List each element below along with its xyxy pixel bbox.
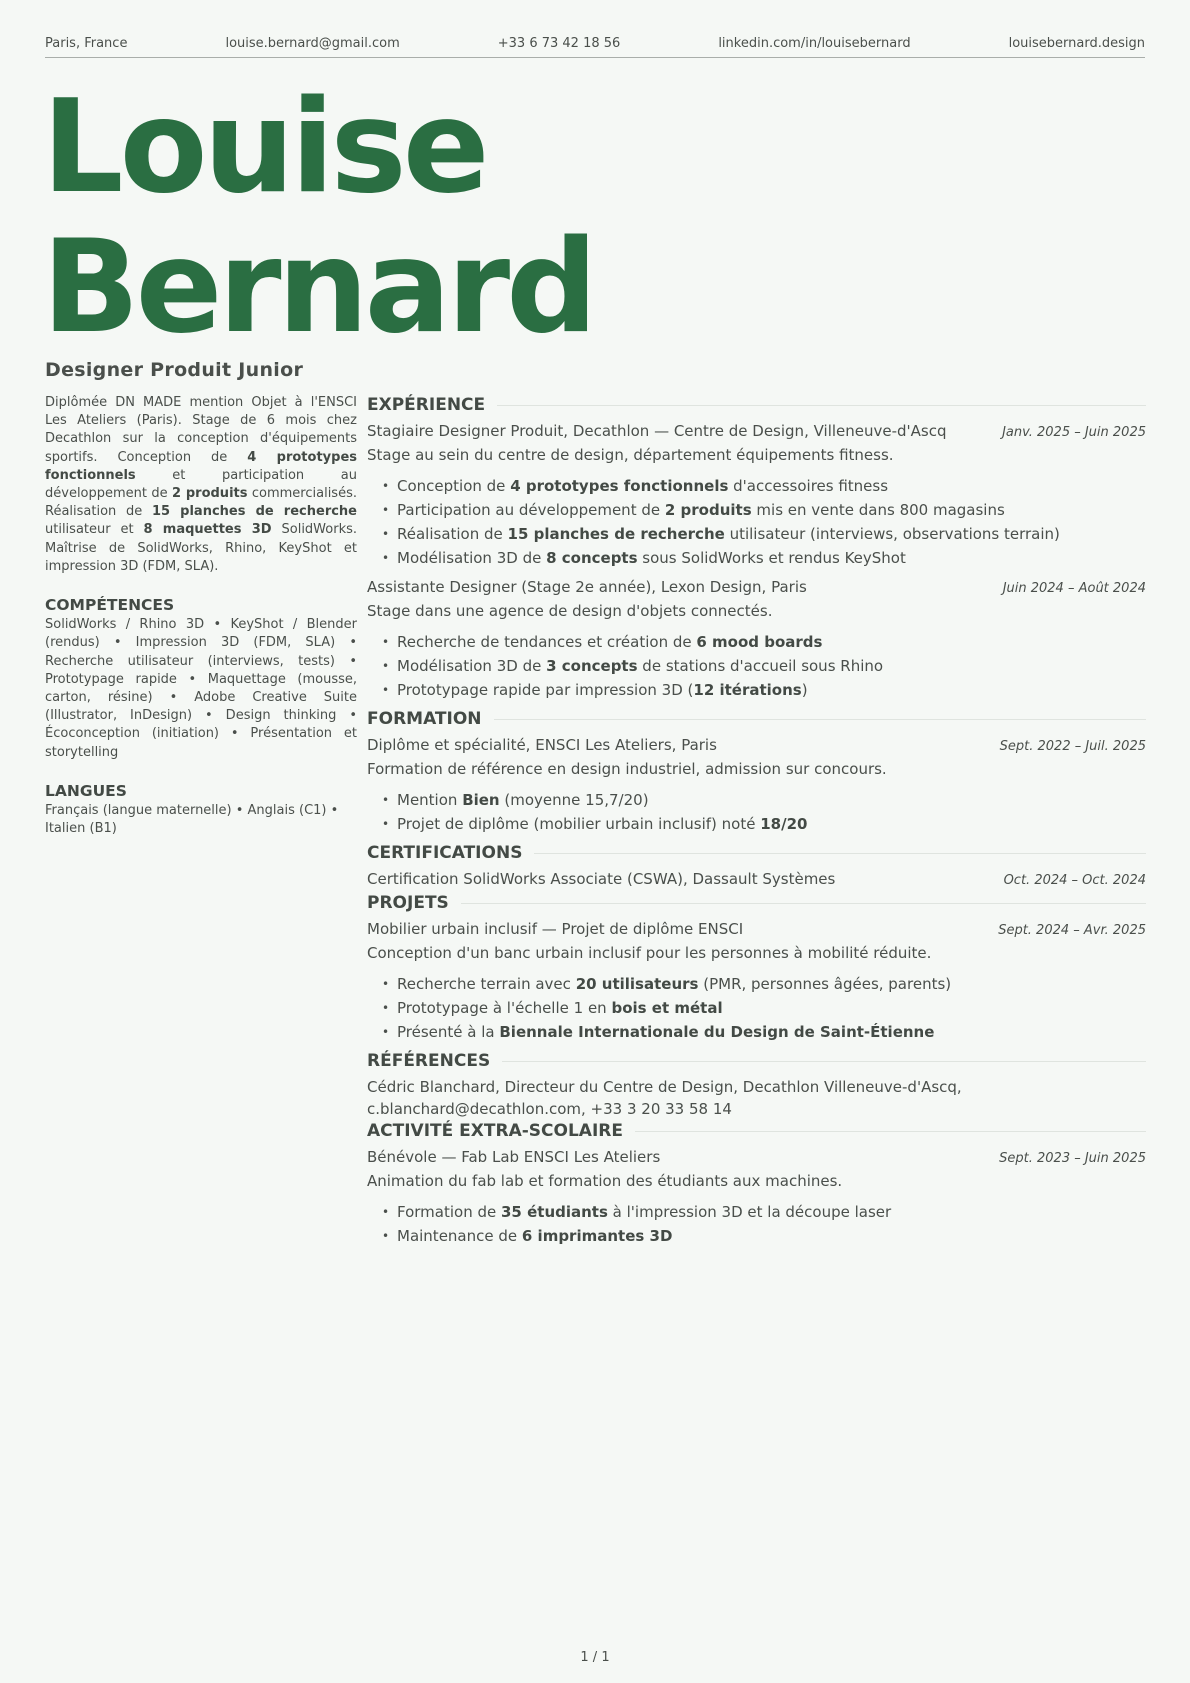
list-item [397,996,1146,1020]
bullet-list [367,972,1146,1044]
highlight-text: 2 produits [172,486,248,502]
bullet-list [367,474,1146,570]
text-segment: Modélisation 3D de [397,549,547,567]
text-segment: Diplômée DN MADE mention Objet à l'ENSCI Les Ateliers (Paris). Stage de 6 mois chez Decathlon sur la conception d'équipements sportifs. Conception de [45,395,357,465]
divider [497,405,1146,406]
list-item [397,474,1146,498]
section-heading [367,708,1146,730]
highlight-text: 15 planches de recherche [151,504,358,520]
entry [367,868,1146,892]
text-segment: Prototypage à l'échelle 1 en [397,999,612,1017]
list-item [397,812,1146,836]
contact-website[interactable]: louisebernard.design [1008,36,1145,51]
section-title: EXPÉRIENCE [367,395,486,415]
text-segment: à l'impression 3D et la découpe laser [607,1203,892,1221]
text-segment: SolidWorks. Maîtrise de SolidWorks, Rhino, KeyShot et impression 3D (FDM, SLA). [45,522,358,574]
highlight-text: 20 utilisateurs [575,975,699,993]
experience-section [367,394,1146,702]
education-section [367,708,1146,836]
list-item [397,498,1146,522]
highlight-text: Biennale Internationale du Design de Saint-Étienne [499,1023,935,1041]
entry-description: Formation de référence en design industriel, admission sur concours. [367,760,887,778]
list-item [397,630,1146,654]
skills-text: SolidWorks / Rhino 3D • KeyShot / Blender (rendus) • Impression 3D (FDM, SLA) • Recherche utilisateur (interviews, tests) • Prototypage rapide • Maquettage (mousse, carton, résine) • Adobe Creative Suite (Illustrator, InDesign) • Design thinking • Écoconception (initiation) • Présentation et storytelling [45,617,357,760]
entry-description: Stage au sein du centre de design, département équipements fitness. [367,446,894,464]
highlight-text: 15 planches de recherche [507,525,725,543]
bullet-list [367,788,1146,836]
section-heading [367,1120,1146,1142]
entry [367,918,1146,1044]
list-item [397,1224,1146,1248]
contact-phone[interactable]: +33 6 73 42 18 56 [497,36,621,51]
activities-section [367,1120,1146,1248]
page-number: 1 / 1 [580,1650,610,1665]
section-title: FORMATION [367,709,482,729]
text-segment: Maintenance de [397,1227,522,1245]
text-segment: Recherche terrain avec [397,975,576,993]
highlight-text: 4 prototypes fonctionnels [45,449,357,483]
text-segment: Projet de diplôme (mobilier urbain inclusif) noté [397,815,761,833]
list-item [397,678,1146,702]
section-title: RÉFÉRENCES [367,1051,491,1071]
text-segment: de stations d'accueil sous Rhino [637,657,884,675]
entry-title: Bénévole — Fab Lab ENSCI Les Ateliers [367,1148,661,1166]
languages-heading: LANGUES [45,781,127,800]
entry-title: Certification SolidWorks Associate (CSWA), Dassault Systèmes [367,870,836,888]
text-segment: ) [801,681,808,699]
last-name: Bernard [42,213,594,362]
entry-date: Sept. 2022 – Juil. 2025 [999,739,1146,754]
list-item [397,788,1146,812]
text-segment: Prototypage rapide par impression 3D ( [397,681,694,699]
text-segment: Participation au développement de [397,501,665,519]
divider [461,903,1146,904]
highlight-text: 4 prototypes fonctionnels [510,477,729,495]
languages-text: Français (langue maternelle) • Anglais (C1) • Italien (B1) [45,803,339,837]
section-heading [367,394,1146,416]
text-segment: Mention [397,791,463,809]
highlight-text: Bien [462,791,500,809]
entry [367,734,1146,836]
reference-text: Cédric Blanchard, Directeur du Centre de Design, Decathlon Villeneuve-d'Ascq, c.blanchard@decathlon.com, +33 3 20 33 58 14 [367,1078,962,1118]
section-title: PROJETS [367,893,449,913]
section-heading [367,1050,1146,1072]
entry-date: Juin 2024 – Août 2024 [1002,581,1146,596]
section-title: ACTIVITÉ EXTRA-SCOLAIRE [367,1121,623,1141]
list-item [397,1020,1146,1044]
list-item [397,1200,1146,1224]
highlight-text: 8 maquettes 3D [143,522,272,538]
bullet-list [367,630,1146,702]
text-segment: Présenté à la [397,1023,500,1041]
text-segment: d'accessoires fitness [728,477,889,495]
highlight-text: 35 étudiants [501,1203,608,1221]
highlight-text: 6 imprimantes 3D [521,1227,673,1245]
divider [494,719,1146,720]
entry-date: Sept. 2024 – Avr. 2025 [998,923,1146,938]
highlight-text: 6 mood boards [696,633,823,651]
entry-description: Stage dans une agence de design d'objets connectés. [367,602,773,620]
entry-title: Stagiaire Designer Produit, Decathlon — Centre de Design, Villeneuve-d'Ascq [367,422,947,440]
main-column [367,394,1146,1254]
highlight-text: 8 concepts [546,549,638,567]
text-segment: utilisateur (interviews, observations terrain) [724,525,1060,543]
section-title: CERTIFICATIONS [367,843,523,863]
projects-section [367,892,1146,1044]
text-segment: commercialisés. Réalisation de [45,486,357,520]
text-segment: (moyenne 15,7/20) [499,791,649,809]
text-segment: sous SolidWorks et rendus KeyShot [637,549,906,567]
entry [367,576,1146,702]
certifications-section [367,842,1146,892]
text-segment: (PMR, personnes âgées, parents) [698,975,952,993]
entry-date: Sept. 2023 – Juin 2025 [999,1151,1146,1166]
contact-location: Paris, France [45,36,128,51]
text-segment: Formation de [397,1203,501,1221]
entry [367,420,1146,570]
contact-linkedin[interactable]: linkedin.com/in/louisebernard [718,36,911,51]
entry-title: Assistante Designer (Stage 2e année), Lexon Design, Paris [367,578,807,596]
contact-bar [45,36,1145,58]
text-segment: mis en vente dans 800 magasins [751,501,1005,519]
list-item [397,654,1146,678]
section-heading [367,842,1146,864]
section-heading [367,892,1146,914]
entry-title: Diplôme et spécialité, ENSCI Les Ateliers, Paris [367,736,717,754]
entry-date: Janv. 2025 – Juin 2025 [1002,425,1146,440]
text-segment: Conception de [397,477,511,495]
first-name: Louise [42,73,486,222]
list-item [397,522,1146,546]
entry-date: Oct. 2024 – Oct. 2024 [1003,873,1146,888]
highlight-text: 3 concepts [546,657,638,675]
contact-email[interactable]: louise.bernard@gmail.com [225,36,400,51]
entry-description: Animation du fab lab et formation des étudiants aux machines. [367,1172,843,1190]
highlight-text: bois et métal [611,999,723,1017]
sidebar [45,394,357,838]
summary [45,394,357,576]
text-segment: utilisateur et [45,522,144,538]
skills-heading: COMPÉTENCES [45,596,175,615]
list-item [397,546,1146,570]
entry [367,1146,1146,1248]
highlight-text: 2 produits [664,501,752,519]
highlight-text: 12 itérations [693,681,802,699]
divider [502,1061,1146,1062]
text-segment: et participation au développement de [45,467,357,502]
text-segment: Modélisation 3D de [397,657,547,675]
entry-description: Conception d'un banc urbain inclusif pour les personnes à mobilité réduite. [367,944,932,962]
list-item [397,972,1146,996]
highlight-text: 18/20 [760,815,808,833]
references-section [367,1050,1146,1120]
text-segment: Recherche de tendances et création de [397,633,697,651]
text-segment: Réalisation de [397,525,508,543]
entry-title: Mobilier urbain inclusif — Projet de diplôme ENSCI [367,920,744,938]
bullet-list [367,1200,1146,1248]
job-title: Designer Produit Junior [45,359,304,381]
candidate-name [42,73,594,362]
divider [534,853,1146,854]
divider [635,1131,1146,1132]
